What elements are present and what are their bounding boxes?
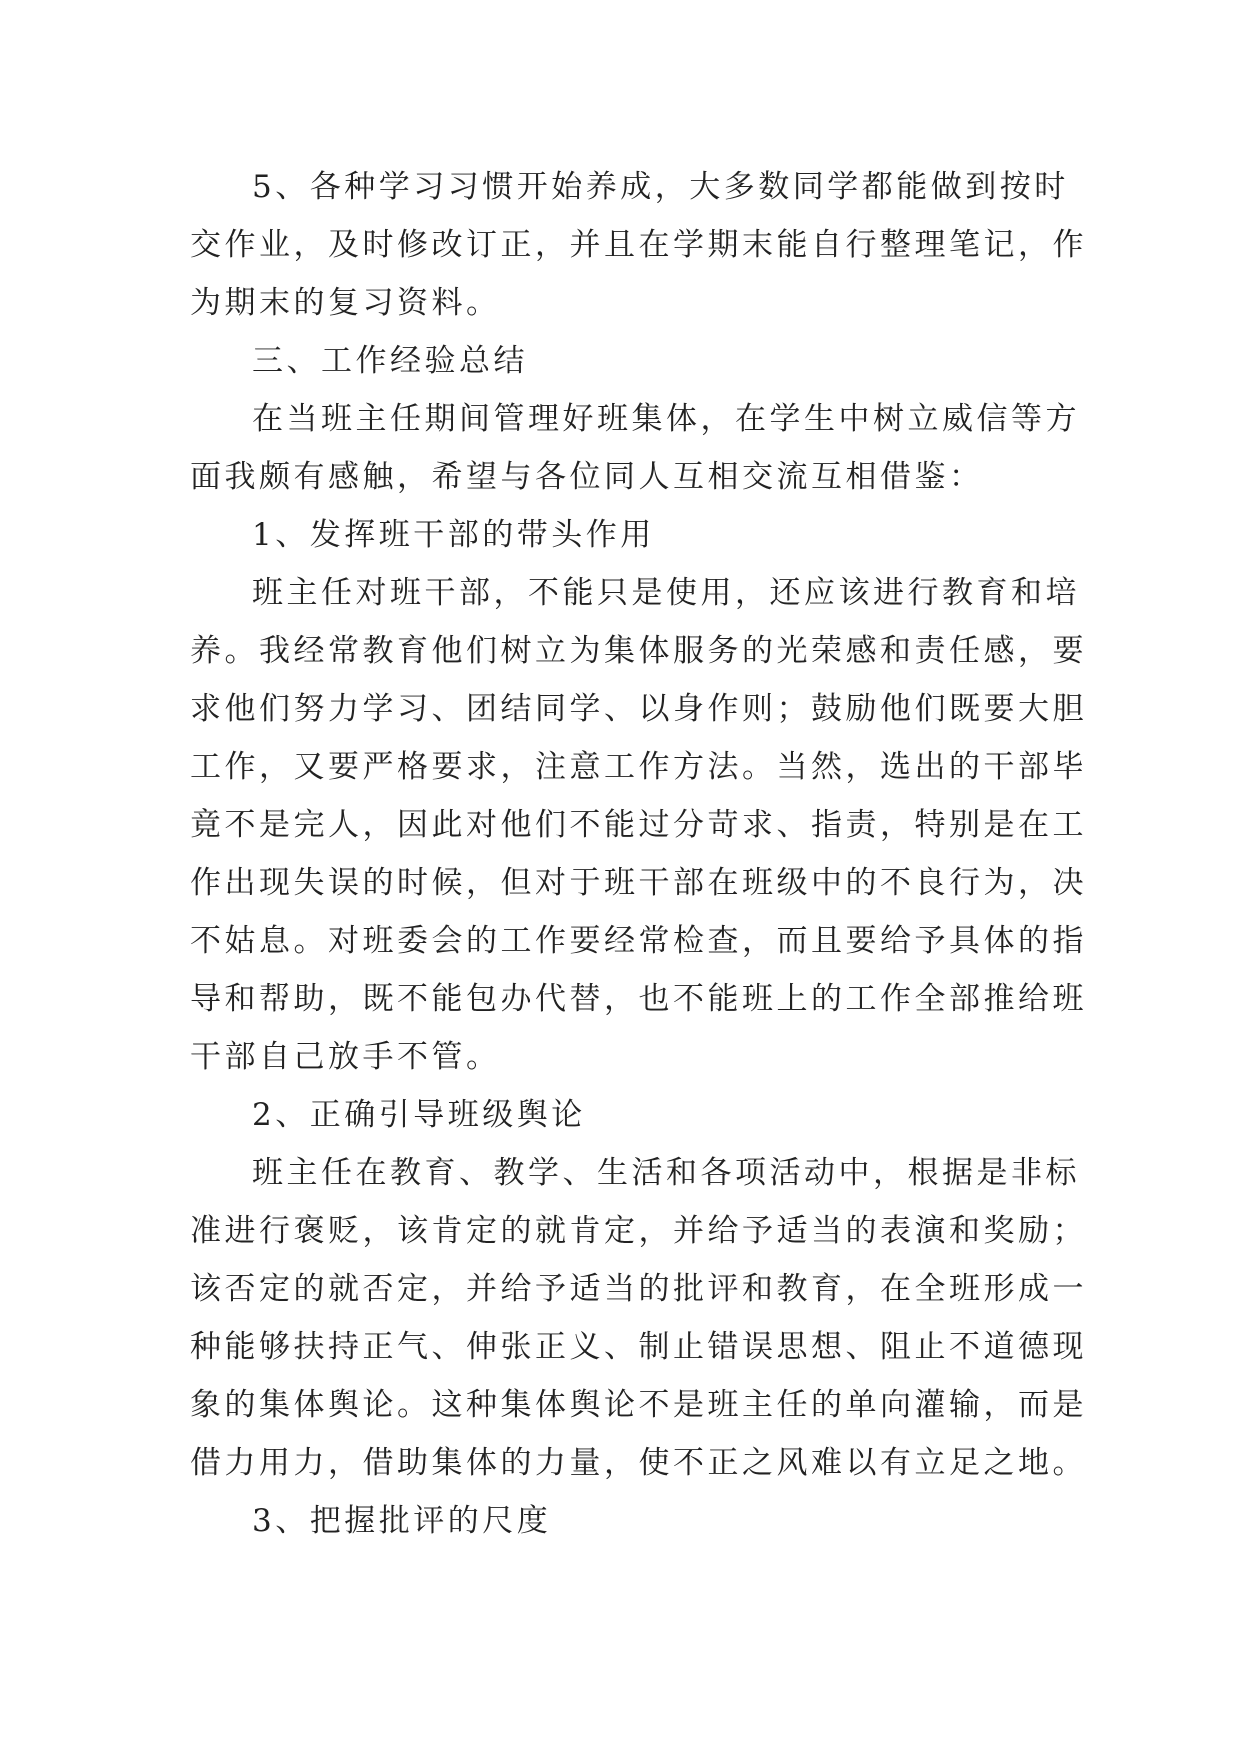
subsection-heading: 1、发挥班干部的带头作用: [252, 517, 655, 553]
text-line: 班主任在教育、教学、生活和各项活动中，根据是非标: [252, 1155, 1080, 1191]
subsection-heading: 2、正确引导班级舆论: [252, 1097, 586, 1133]
document-body: [190, 158, 1087, 1550]
subsection-heading: 3、把握批评的尺度: [252, 1503, 552, 1539]
text-line: 不姑息。对班委会的工作要经常检查，而且要给予具体的指: [190, 923, 1087, 959]
text-line: 养。我经常教育他们树立为集体服务的光荣感和责任感，要: [190, 633, 1087, 669]
text-line: 借力用力，借助集体的力量，使不正之风难以有立足之地。: [190, 1445, 1087, 1481]
text-line: 求他们努力学习、团结同学、以身作则；鼓励他们既要大胆: [190, 691, 1087, 727]
text-line: 象的集体舆论。这种集体舆论不是班主任的单向灌输，而是: [190, 1387, 1087, 1423]
text-line: 面我颇有感触，希望与各位同人互相交流互相借鉴：: [190, 459, 984, 495]
text-line: 为期末的复习资料。: [190, 285, 501, 321]
text-line: 在当班主任期间管理好班集体，在学生中树立威信等方: [252, 401, 1080, 437]
text-line: 竟不是完人，因此对他们不能过分苛求、指责，特别是在工: [190, 807, 1087, 843]
text-line: 干部自己放手不管。: [190, 1039, 501, 1075]
section-heading: 三、工作经验总结: [252, 343, 528, 379]
text-line: 工作，又要严格要求，注意工作方法。当然，选出的干部毕: [190, 749, 1087, 785]
text-line: 5、各种学习习惯开始养成，大多数同学都能做到按时: [252, 169, 1069, 205]
text-line: 班主任对班干部，不能只是使用，还应该进行教育和培: [252, 575, 1080, 611]
text-line: 该否定的就否定，并给予适当的批评和教育，在全班形成一: [190, 1271, 1087, 1307]
text-line: 导和帮助，既不能包办代替，也不能班上的工作全部推给班: [190, 981, 1087, 1017]
text-line: 作出现失误的时候，但对于班干部在班级中的不良行为，决: [190, 865, 1087, 901]
text-line: 种能够扶持正气、伸张正义、制止错误思想、阻止不道德现: [190, 1329, 1087, 1365]
text-line: 交作业，及时修改订正，并且在学期末能自行整理笔记，作: [190, 227, 1087, 263]
text-line: 准进行褒贬，该肯定的就肯定，并给予适当的表演和奖励；: [190, 1213, 1087, 1249]
